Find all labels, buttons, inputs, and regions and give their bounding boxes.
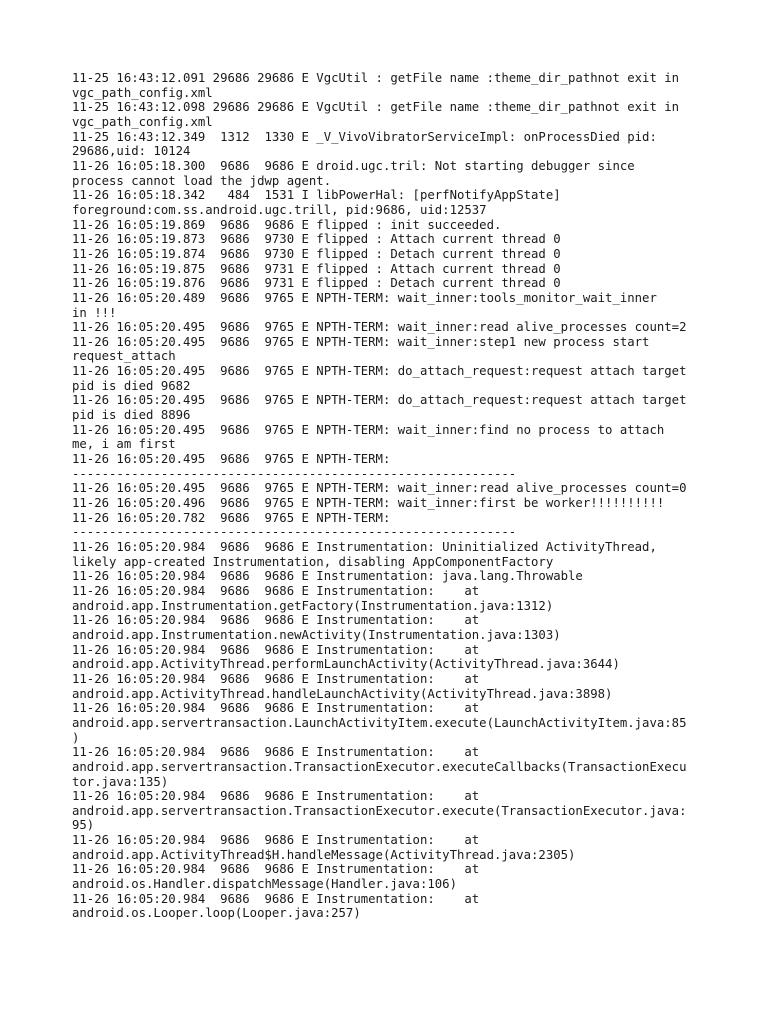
log-line: 11-26 16:05:20.984 9686 9686 E Instrumentation: java.lang.Throwable (72, 569, 583, 584)
log-line: 11-25 16:43:12.091 29686 29686 E VgcUtil : getFile name :theme_dir_pathnot exit in (72, 71, 680, 85)
log-line: request_attach (72, 349, 176, 364)
log-line: 11-26 16:05:20.984 9686 9686 E Instrumentation: at (72, 613, 480, 628)
log-line: pid is died 8896 (72, 408, 191, 423)
log-line: 11-25 16:43:12.098 29686 29686 E VgcUtil : getFile name :theme_dir_pathnot exit in (72, 100, 680, 115)
log-line: 11-26 16:05:19.875 9686 9731 E flipped : Attach current thread 0 (72, 261, 561, 276)
log-line: me, i am first (72, 437, 176, 452)
log-line: android.app.servertransaction.LaunchActivityItem.execute(LaunchActivityItem.java:85 (72, 715, 687, 730)
log-line: 11-26 16:05:20.495 9686 9765 E NPTH-TERM: (72, 452, 391, 467)
log-line: 11-26 16:05:20.496 9686 9765 E NPTH-TERM: wait_inner:first be worker!!!!!!!!!! (72, 496, 665, 511)
log-line: 11-26 16:05:18.300 9686 9686 E droid.ugc.tril: Not starting debugger since (72, 158, 635, 173)
log-line: 11-26 16:05:19.873 9686 9730 E flipped : Attach current thread 0 (72, 232, 561, 247)
log-line: 11-26 16:05:20.984 9686 9686 E Instrumentation: at (72, 701, 480, 716)
log-line: foreground:com.ss.android.ugc.trill, pid:9686, uid:12537 (72, 202, 487, 217)
log-line: 11-26 16:05:20.984 9686 9686 E Instrumentation: at (72, 745, 480, 760)
log-line: android.app.Instrumentation.getFactory(Instrumentation.java:1312) (72, 598, 554, 613)
log-line: android.app.ActivityThread.handleLaunchActivity(ActivityThread.java:3898) (72, 686, 613, 701)
log-line: 11-26 16:05:20.984 9686 9686 E Instrumentation: Uninitialized ActivityThread, (72, 540, 657, 554)
log-line: 11-26 16:05:20.495 9686 9765 E NPTH-TERM: wait_inner:read alive_processes count=0 (72, 481, 687, 496)
log-line: android.app.Instrumentation.newActivity(Instrumentation.java:1303) (72, 627, 561, 642)
log-line: 95) (72, 818, 95, 833)
log-line: in !!! (72, 305, 117, 320)
log-line: 11-26 16:05:20.984 9686 9686 E Instrumentation: at (72, 642, 480, 657)
log-line: 29686,uid: 10124 (72, 144, 191, 159)
log-line: 11-25 16:43:12.349 1312 1330 E _V_VivoVibratorServiceImpl: onProcessDied pid: (72, 129, 657, 144)
log-line: 11-26 16:05:20.495 9686 9765 E NPTH-TERM: do_attach_request:request attach target (72, 364, 687, 379)
log-line: 11-26 16:05:19.874 9686 9730 E flipped : Detach current thread 0 (72, 246, 561, 261)
log-line: ------------------------------------------------------------ (72, 525, 517, 540)
log-line: android.os.Handler.dispatchMessage(Handler.java:106) (72, 877, 457, 892)
log-line: 11-26 16:05:20.495 9686 9765 E NPTH-TERM: wait_inner:step1 new process start (72, 334, 650, 349)
log-line: android.app.servertransaction.TransactionExecutor.execute(TransactionExecutor.java: (72, 803, 687, 818)
log-line: tor.java:135) (72, 774, 169, 789)
log-line: 11-26 16:05:20.984 9686 9686 E Instrumentation: at (72, 583, 480, 598)
log-line: 11-26 16:05:20.495 9686 9765 E NPTH-TERM: wait_inner:find no process to attach (72, 422, 665, 437)
log-line: 11-26 16:05:20.782 9686 9765 E NPTH-TERM: (72, 510, 391, 525)
log-line: vgc_path_config.xml (72, 114, 213, 129)
log-line: pid is died 9682 (72, 378, 191, 393)
log-line: android.app.ActivityThread$H.handleMessage(ActivityThread.java:2305) (72, 847, 576, 862)
log-line: 11-26 16:05:20.495 9686 9765 E NPTH-TERM: wait_inner:read alive_processes count=2 (72, 320, 687, 335)
log-line: android.app.servertransaction.TransactionExecutor.executeCallbacks(TransactionExecu (72, 759, 687, 774)
log-line: 11-26 16:05:20.489 9686 9765 E NPTH-TERM: wait_inner:tools_monitor_wait_inner (72, 290, 657, 305)
log-line: 11-26 16:05:20.984 9686 9686 E Instrumentation: at (72, 862, 480, 877)
log-line: 11-26 16:05:18.342 484 1531 I libPowerHal: [perfNotifyAppState] (72, 188, 561, 203)
log-line: ) (72, 730, 80, 745)
log-line: android.os.Looper.loop(Looper.java:257) (72, 906, 361, 921)
log-line: 11-26 16:05:20.984 9686 9686 E Instrumentation: at (72, 789, 480, 804)
log-line: 11-26 16:05:19.869 9686 9686 E flipped : init succeeded. (72, 217, 502, 232)
log-line: 11-26 16:05:20.984 9686 9686 E Instrumentation: at (72, 891, 480, 906)
log-line: process cannot load the jdwp agent. (72, 173, 332, 188)
log-line: vgc_path_config.xml (72, 85, 213, 100)
log-line: android.app.ActivityThread.performLaunchActivity(ActivityThread.java:3644) (72, 657, 620, 672)
log-line: likely app-created Instrumentation, disabling AppComponentFactory (72, 554, 554, 569)
log-text-view (72, 71, 712, 921)
log-line: 11-26 16:05:20.984 9686 9686 E Instrumentation: at (72, 833, 480, 848)
log-line: 11-26 16:05:20.984 9686 9686 E Instrumentation: at (72, 671, 480, 686)
log-line: 11-26 16:05:19.876 9686 9731 E flipped : Detach current thread 0 (72, 276, 561, 291)
log-line: 11-26 16:05:20.495 9686 9765 E NPTH-TERM: do_attach_request:request attach target (72, 393, 687, 408)
log-line: ------------------------------------------------------------ (72, 466, 517, 481)
